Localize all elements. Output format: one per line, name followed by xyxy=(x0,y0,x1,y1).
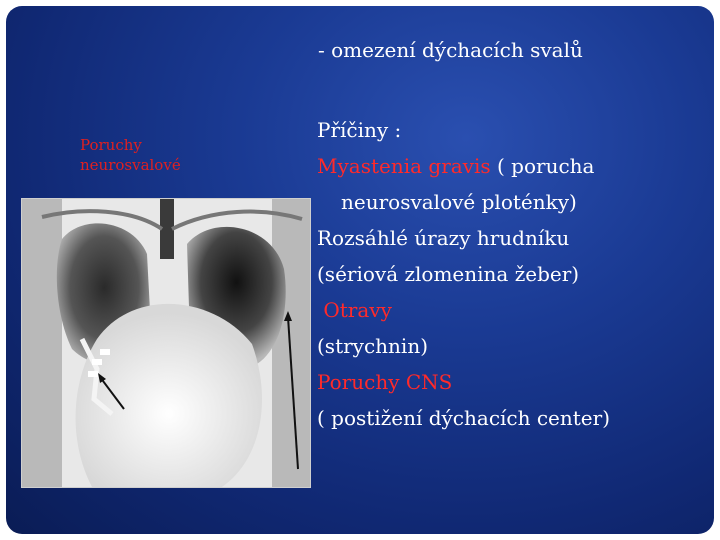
cause-cns-detail: ( postižení dýchacích center) xyxy=(317,406,611,430)
side-label-line2: neurosvalové xyxy=(80,156,181,174)
side-label xyxy=(80,135,181,175)
cause-item-poisoning: Otravy xyxy=(317,298,392,322)
chest-xray-image xyxy=(21,198,311,488)
slide-subtitle: - omezení dýchacích svalů xyxy=(318,38,583,62)
causes-heading: Příčiny : xyxy=(317,118,402,142)
cause-item-trauma: Rozsáhlé úrazy hrudníku xyxy=(317,226,570,250)
side-label-line1: Poruchy xyxy=(80,136,142,154)
slide xyxy=(6,6,714,534)
cause-myastenia-name: Myastenia gravis xyxy=(317,154,491,178)
cause-poisoning-detail: (strychnin) xyxy=(317,334,429,358)
cause-myastenia-rest: ( porucha xyxy=(490,154,595,178)
cause-item-cns: Poruchy CNS xyxy=(317,370,453,394)
causes-list xyxy=(317,112,610,436)
cause-myastenia-continuation: neurosvalové ploténky) xyxy=(341,190,577,214)
cause-item-myastenia xyxy=(317,148,610,184)
xray-graphic xyxy=(22,199,310,487)
cause-trauma-detail: (sériová zlomenina žeber) xyxy=(317,262,580,286)
